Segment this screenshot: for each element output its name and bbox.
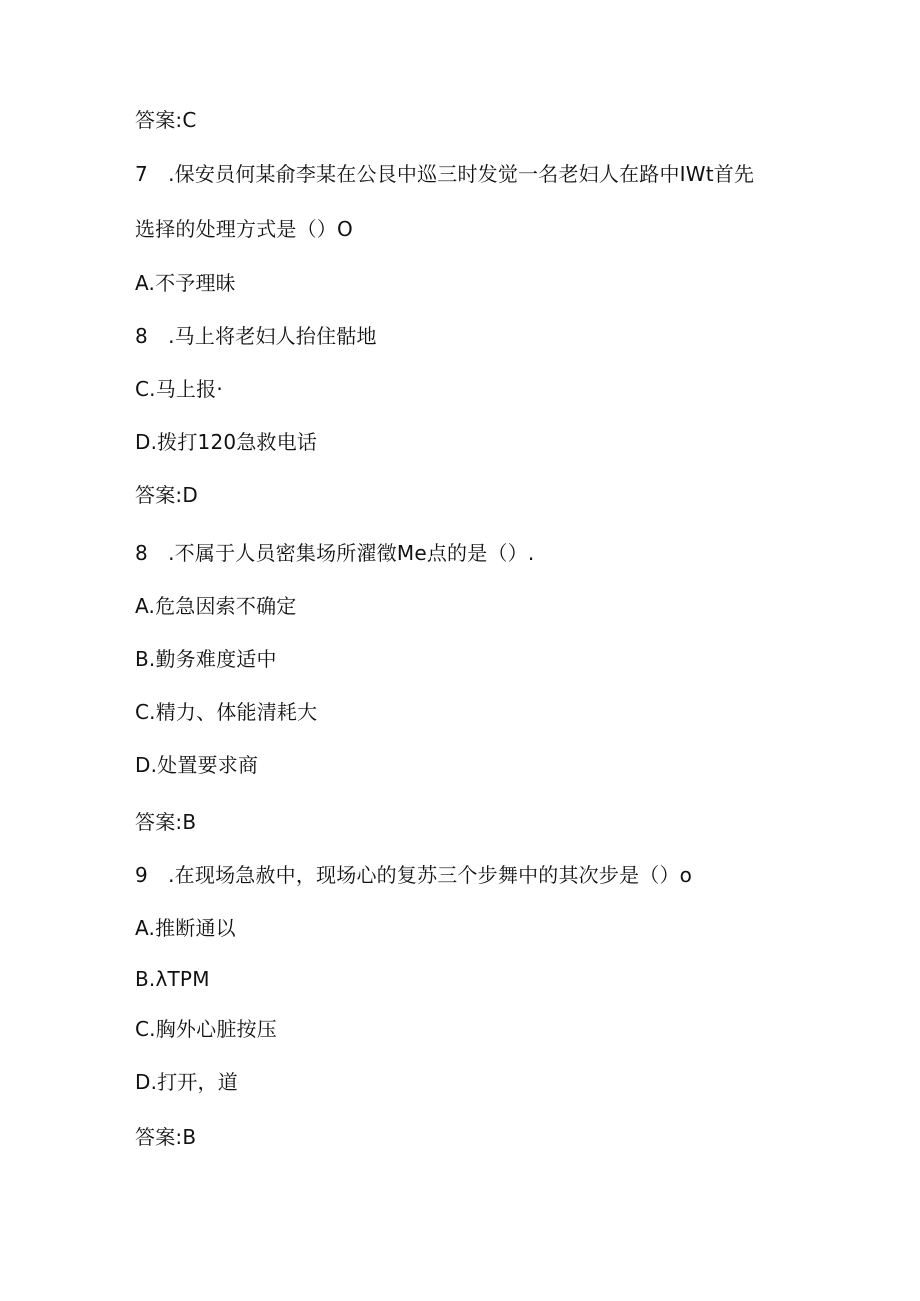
- question-8-text: 8 .不属于人员密集场所濯徵Me点的是（）.: [135, 541, 535, 565]
- answer-line: 答案:B: [135, 1125, 197, 1149]
- option-d: D.处置要求商: [135, 753, 259, 777]
- option-a: A.推断通以: [135, 916, 236, 940]
- option-c: C.胸外心脏按压: [135, 1017, 277, 1041]
- option-c: C.马上报·: [135, 377, 223, 401]
- option-d: D.打开，道: [135, 1070, 238, 1094]
- option-b: B.λTPM: [135, 967, 210, 991]
- option-a: A.不予理昧: [135, 271, 236, 295]
- answer-line: 答案:C: [135, 108, 197, 132]
- option-a: A.危急因索不确定: [135, 594, 297, 618]
- option-b: B.勤务难度适中: [135, 647, 277, 671]
- question-7-text-continued: 选择的处理方式是（）O: [135, 217, 353, 241]
- question-9-text: 9 .在现场急赦中，现场心的复苏三个步舞中的其次步是（）o: [135, 863, 693, 887]
- answer-line: 答案:D: [135, 483, 198, 507]
- option-c: C.精力、体能清耗大: [135, 700, 318, 724]
- question-8-option: 8 .马上将老妇人抬住骷地: [135, 324, 377, 348]
- answer-line: 答案:B: [135, 810, 197, 834]
- option-d: D.拨打120急救电话: [135, 430, 318, 454]
- question-7-text: 7 .保安员何某俞李某在公艮中巡三时发觉一名老妇人在路中IWt首先: [135, 162, 755, 186]
